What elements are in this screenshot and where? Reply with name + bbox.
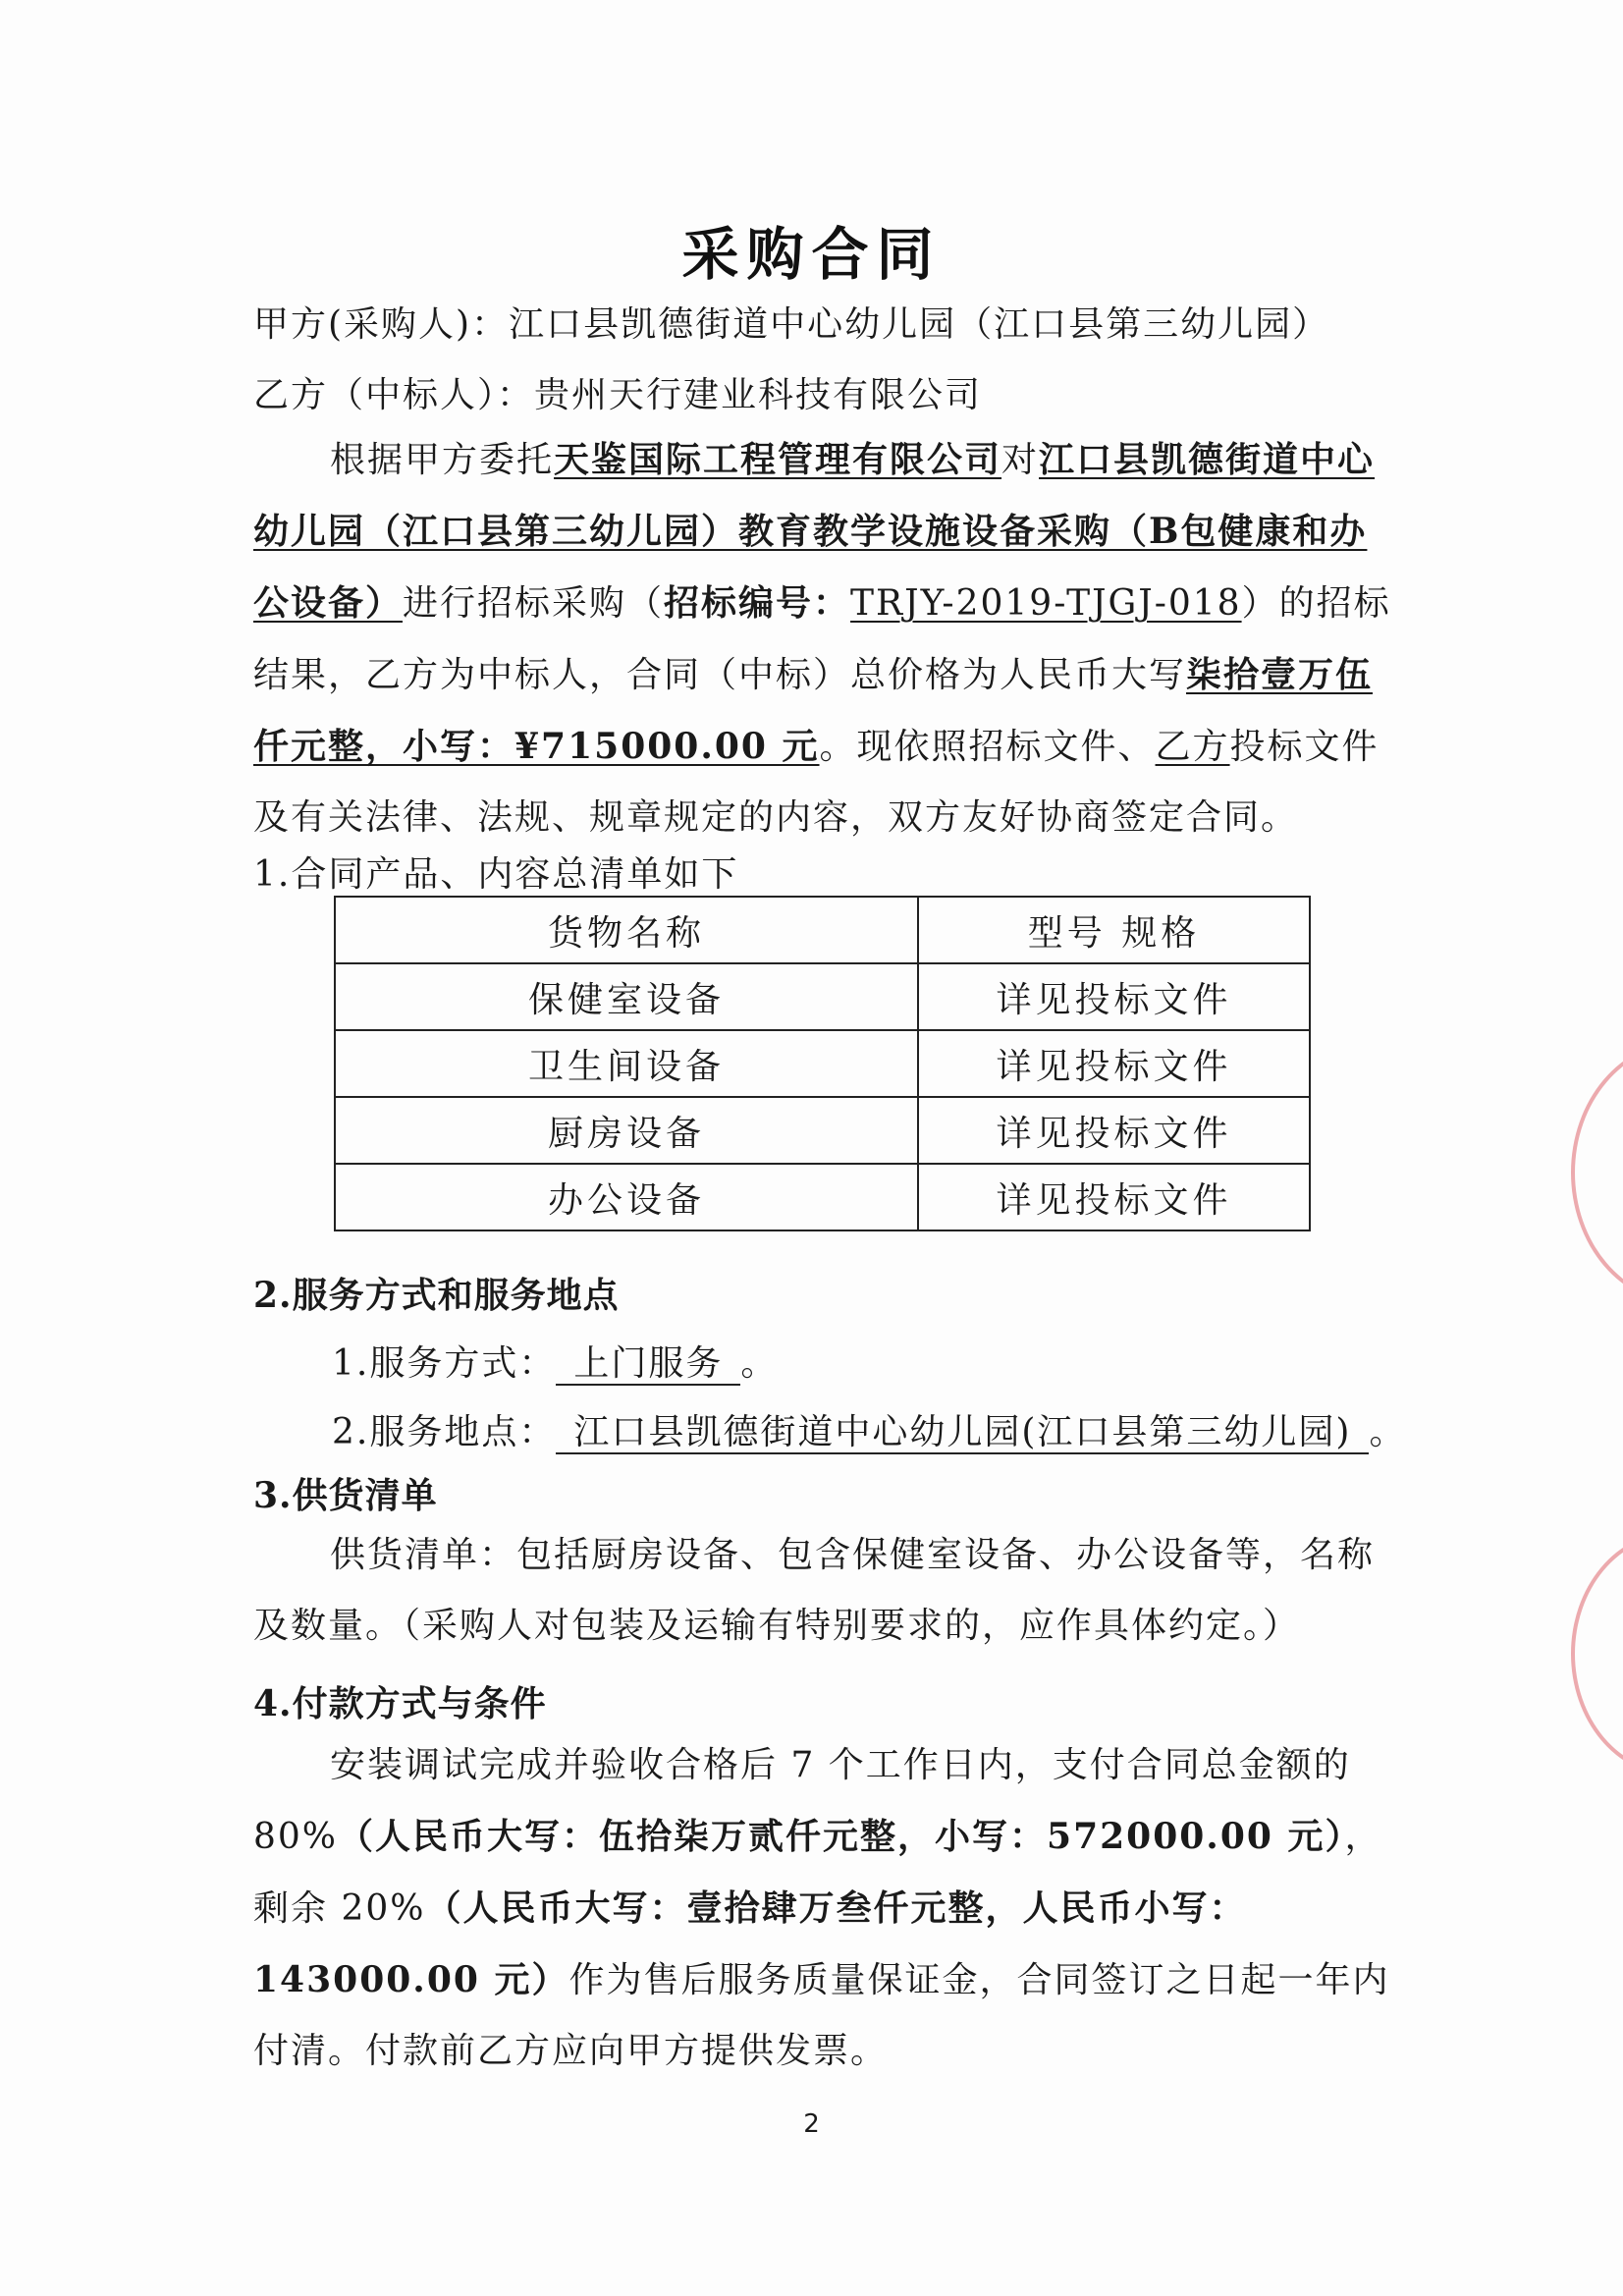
page-number: 2 <box>803 2109 820 2139</box>
table-header-cell: 型号 规格 <box>918 897 1310 963</box>
section-2-heading: 2.服务方式和服务地点 <box>253 1275 620 1316</box>
section-1-heading: 1.合同产品、内容总清单如下 <box>253 854 739 895</box>
agency-name: 天鉴国际工程管理有限公司 <box>554 439 1002 480</box>
table-row: 办公设备 详见投标文件 <box>335 1164 1310 1230</box>
section-3-text: 供货清单：包括厨房设备、包含保健室设备、办公设备等，名称及数量。（采购人对包装及运输有特别要求的，应作具体约定。） <box>253 1535 1376 1646</box>
table-header-cell: 货物名称 <box>335 897 918 963</box>
table-row: 卫生间设备 详见投标文件 <box>335 1030 1310 1097</box>
section-3-heading: 3.供货清单 <box>253 1475 438 1516</box>
party-a: 甲方(采购人)：江口县凯德街道中心幼儿园（江口县第三幼儿园） <box>253 304 1330 345</box>
contract-amount: 柒拾壹万伍仟元整，小写：¥715000.00 元 <box>253 654 1374 767</box>
section-4-heading: 4.付款方式与条件 <box>253 1683 547 1724</box>
tender-number: TRJY-2019-TJGJ-018 <box>850 583 1242 624</box>
service-method: 1.服务方式： 上门服务 。 <box>332 1343 779 1384</box>
intro-paragraph: 根据甲方委托天鉴国际工程管理有限公司对江口县凯德街道中心幼儿园（江口县第三幼儿园）教育教学设施设备采购（B包健康和办公设备）进行招标采购（招标编号：TRJY-2019-TJGJ-018）的招标结果，乙方为中标人，合同（中标）总价格为人民币大写柒拾壹万伍仟元整，小写：¥715000.00 元。现依照招标文件、乙方投标文件及有关法律、法规、规章规定的内容，双方友好协商签定合同。 <box>253 439 1391 838</box>
service-place: 2.服务地点： 江口县凯德街道中心幼儿园(江口县第三幼儿园) 。 <box>332 1412 1407 1452</box>
section-4-text: 安装调试完成并验收合格后 7 个工作日内，支付合同总金额的 80%（人民币大写：伍拾柒万贰仟元整，小写：572000.00 元），剩余 20%（人民币大写：壹拾肆万叁仟元整，人民币小写：143000.00 元）作为售后服务质量保证金，合同签订之日起一年内付清。付款前乙方应向甲方提供发票。 <box>253 1745 1390 2071</box>
table-row: 保健室设备 详见投标文件 <box>335 963 1310 1030</box>
red-seal-fragment <box>1571 1041 1623 1304</box>
party-b: 乙方（中标人）：贵州天行建业科技有限公司 <box>253 375 983 415</box>
contract-title: 采购合同 <box>681 221 942 288</box>
goods-table <box>334 896 1311 1231</box>
red-seal-fragment <box>1571 1532 1623 1776</box>
project-name: 江口县凯德街道中心幼儿园（江口县第三幼儿园）教育教学设施设备采购（B包健康和办公设备） <box>253 439 1376 624</box>
table-header-row <box>335 897 1310 963</box>
table-row: 厨房设备 详见投标文件 <box>335 1097 1310 1164</box>
